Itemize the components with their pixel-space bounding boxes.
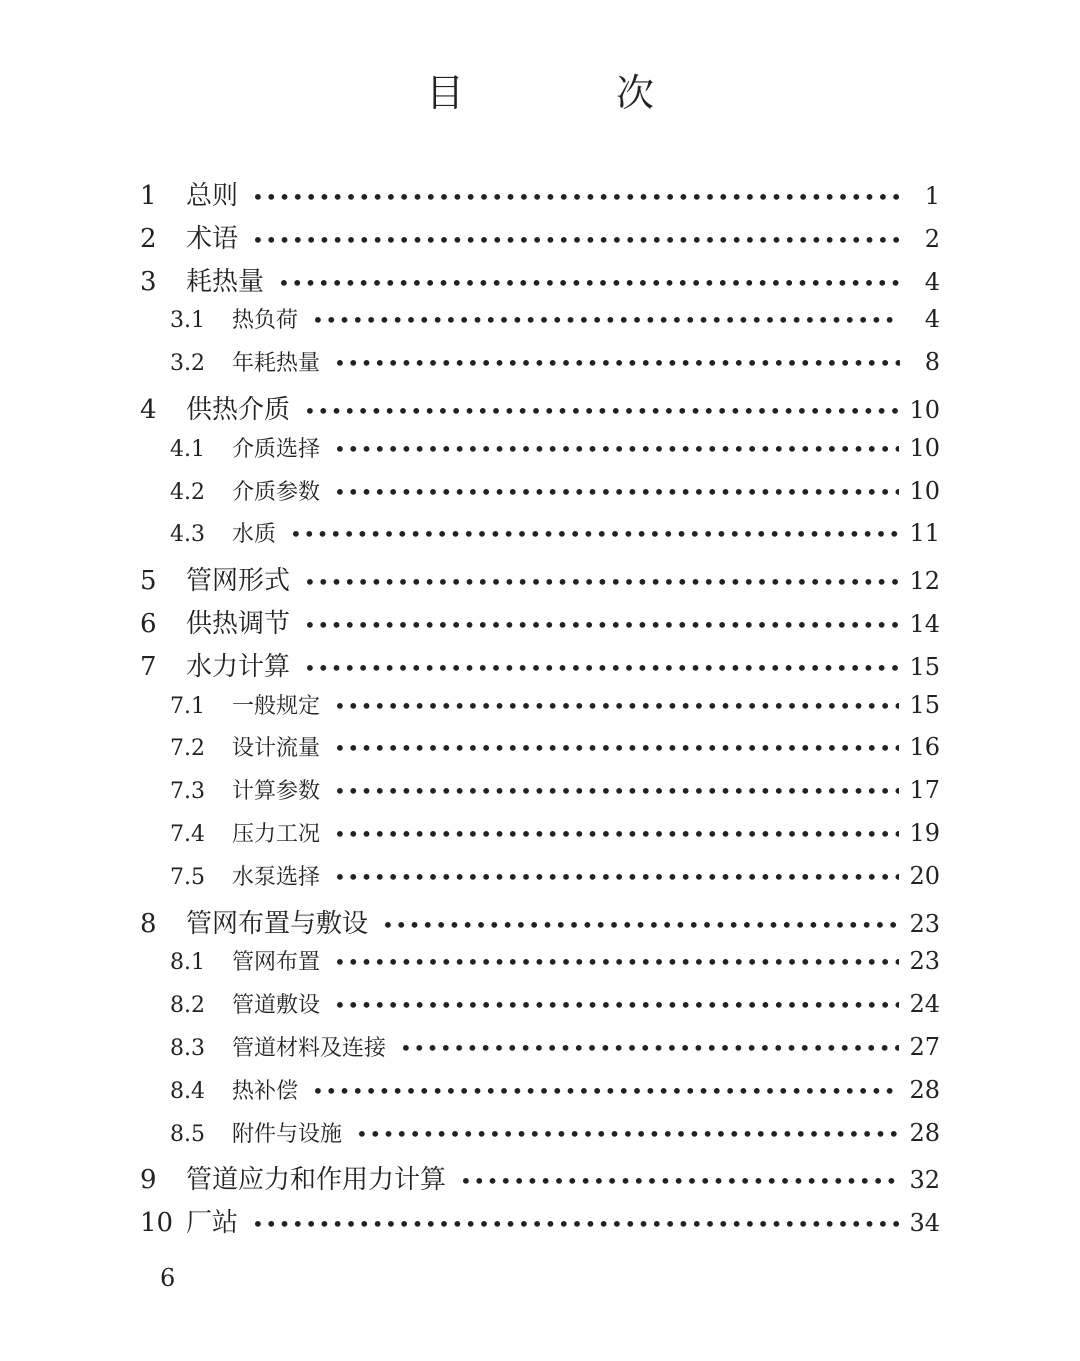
toc-section-row[interactable]	[140, 432, 940, 475]
toc-entry-label: 计算参数	[232, 779, 321, 805]
toc-entry-page: 1	[924, 182, 940, 210]
toc-entry-page: 23	[909, 909, 940, 938]
toc-entry-page: 15	[909, 652, 940, 681]
toc-entry-label: 供热调节	[186, 608, 291, 639]
page-number: 6	[160, 1264, 176, 1292]
toc-dot-leader	[382, 913, 899, 937]
toc-entry-number: 2	[140, 223, 157, 254]
toc-entry-page: 32	[909, 1166, 940, 1195]
toc-section-row[interactable]	[140, 731, 940, 774]
toc-dot-leader	[334, 779, 899, 803]
toc-entry-number: 8.1	[170, 950, 205, 976]
toc-dot-leader	[304, 656, 899, 680]
toc-section-row[interactable]	[140, 517, 940, 560]
toc-dot-leader	[278, 271, 900, 295]
toc-entry-label: 厂站	[186, 1208, 239, 1239]
page-title: 目 次	[425, 71, 725, 115]
toc-entry-number: 4.3	[170, 522, 205, 548]
toc-section-row[interactable]	[140, 303, 940, 346]
toc-entry-number: 5	[140, 566, 157, 597]
toc-section-row[interactable]	[140, 1074, 940, 1117]
toc-entry-number: 7	[140, 651, 157, 682]
toc-entry-number: 7.2	[170, 736, 205, 762]
toc-dot-leader	[252, 1212, 899, 1236]
toc-dot-leader	[252, 228, 900, 252]
toc-entry-label: 附件与设施	[232, 1121, 343, 1147]
toc-entry-page: 11	[909, 519, 940, 548]
toc-entry-number: 4.1	[170, 436, 205, 462]
toc-entry-number: 3	[140, 266, 157, 297]
toc-dot-leader	[252, 185, 900, 209]
toc-dot-leader	[334, 694, 899, 718]
toc-chapter-row[interactable]	[140, 560, 940, 603]
toc-chapter-row[interactable]	[140, 603, 940, 646]
toc-section-row[interactable]	[140, 817, 940, 860]
toc-dot-leader	[334, 480, 899, 504]
toc-section-row[interactable]	[140, 1117, 940, 1160]
toc-entry-page: 27	[909, 1032, 940, 1061]
toc-dot-leader	[304, 399, 899, 423]
toc-entry-label: 管道应力和作用力计算	[186, 1165, 447, 1196]
toc-chapter-row[interactable]	[140, 261, 940, 304]
toc-entry-number: 6	[140, 608, 157, 639]
toc-entry-page: 4	[924, 305, 940, 334]
toc-dot-leader	[356, 1122, 899, 1146]
toc-entry-number: 7.3	[170, 779, 205, 805]
toc-dot-leader	[334, 950, 899, 974]
toc-entry-label: 水泵选择	[232, 864, 321, 890]
toc-entry-number: 7.5	[170, 864, 205, 890]
toc-entry-label: 设计流量	[232, 736, 321, 762]
toc-entry-page: 4	[924, 267, 940, 296]
toc-entry-page: 17	[909, 776, 940, 805]
toc-chapter-row[interactable]	[140, 389, 940, 432]
toc-dot-leader	[400, 1036, 899, 1060]
toc-entry-page: 23	[909, 947, 940, 976]
toc-entry-label: 压力工况	[232, 821, 321, 847]
toc-dot-leader	[334, 865, 899, 889]
toc-entry-label: 管网布置	[232, 950, 321, 976]
toc-dot-leader	[290, 522, 899, 546]
toc-chapter-row[interactable]	[140, 903, 940, 946]
toc-entry-page: 10	[909, 395, 940, 424]
toc-entry-label: 总则	[186, 181, 239, 211]
toc-entry-page: 15	[909, 690, 940, 719]
toc-entry-page: 28	[909, 1118, 940, 1147]
toc-section-row[interactable]	[140, 988, 940, 1031]
toc-entry-page: 8	[924, 348, 940, 377]
toc-chapter-row[interactable]	[140, 218, 940, 261]
toc-section-row[interactable]	[140, 689, 940, 732]
toc-entry-label: 术语	[186, 223, 239, 254]
toc-entry-label: 介质选择	[232, 436, 321, 462]
toc-entry-page: 24	[909, 990, 940, 1019]
toc-entry-number: 8.3	[170, 1035, 205, 1061]
toc-dot-leader	[334, 736, 899, 760]
table-of-contents	[140, 175, 940, 1245]
toc-entry-number: 8.4	[170, 1078, 205, 1104]
toc-chapter-row[interactable]	[140, 1202, 940, 1245]
toc-section-row[interactable]	[140, 774, 940, 817]
toc-entry-number: 8.2	[170, 993, 205, 1019]
toc-entry-page: 12	[909, 567, 940, 596]
toc-entry-page: 20	[909, 861, 940, 890]
toc-entry-number: 1	[140, 181, 157, 211]
toc-entry-label: 供热介质	[186, 394, 291, 425]
toc-chapter-row[interactable]	[140, 1159, 940, 1202]
toc-entry-label: 水力计算	[186, 651, 291, 682]
toc-dot-leader	[304, 613, 899, 637]
toc-dot-leader	[304, 570, 899, 594]
toc-entry-label: 耗热量	[186, 266, 265, 297]
toc-entry-number: 7.4	[170, 821, 205, 847]
toc-entry-label: 热负荷	[232, 308, 299, 334]
toc-entry-page: 19	[909, 818, 940, 847]
toc-entry-number: 3.1	[170, 308, 205, 334]
toc-dot-leader	[312, 308, 900, 332]
toc-dot-leader	[460, 1169, 899, 1193]
toc-section-row[interactable]	[140, 475, 940, 518]
toc-entry-page: 16	[909, 733, 940, 762]
toc-entry-page: 14	[909, 609, 940, 638]
toc-entry-number: 4	[140, 394, 157, 425]
toc-section-row[interactable]	[140, 1031, 940, 1074]
toc-entry-label: 年耗热量	[232, 351, 321, 377]
toc-entry-number: 3.2	[170, 351, 205, 377]
toc-entry-page: 2	[924, 224, 940, 253]
toc-dot-leader	[312, 1079, 899, 1103]
toc-dot-leader	[334, 437, 899, 461]
toc-entry-page: 10	[909, 476, 940, 505]
toc-entry-label: 管网形式	[186, 566, 291, 597]
toc-chapter-row[interactable]	[140, 646, 940, 689]
toc-entry-label: 水质	[232, 522, 277, 548]
toc-dot-leader	[334, 351, 900, 375]
toc-dot-leader	[334, 993, 899, 1017]
toc-entry-number: 7.1	[170, 693, 205, 719]
toc-section-row[interactable]	[140, 945, 940, 988]
toc-entry-label: 热补偿	[232, 1078, 299, 1104]
toc-entry-number: 8	[140, 908, 157, 939]
toc-entry-page: 10	[909, 433, 940, 462]
toc-entry-number: 9	[140, 1165, 157, 1196]
toc-entry-number: 4.2	[170, 479, 205, 505]
toc-section-row[interactable]	[140, 346, 940, 389]
toc-entry-page: 34	[909, 1209, 940, 1238]
toc-entry-label: 一般规定	[232, 693, 321, 719]
toc-entry-label: 管道敷设	[232, 993, 321, 1019]
toc-dot-leader	[334, 822, 899, 846]
toc-entry-label: 介质参数	[232, 479, 321, 505]
toc-entry-page: 28	[909, 1075, 940, 1104]
toc-entry-number: 10	[140, 1208, 174, 1239]
toc-entry-number: 8.5	[170, 1121, 205, 1147]
toc-section-row[interactable]	[140, 860, 940, 903]
toc-chapter-row[interactable]	[140, 175, 940, 218]
toc-entry-label: 管网布置与敷设	[186, 908, 369, 939]
toc-entry-label: 管道材料及连接	[232, 1035, 387, 1061]
